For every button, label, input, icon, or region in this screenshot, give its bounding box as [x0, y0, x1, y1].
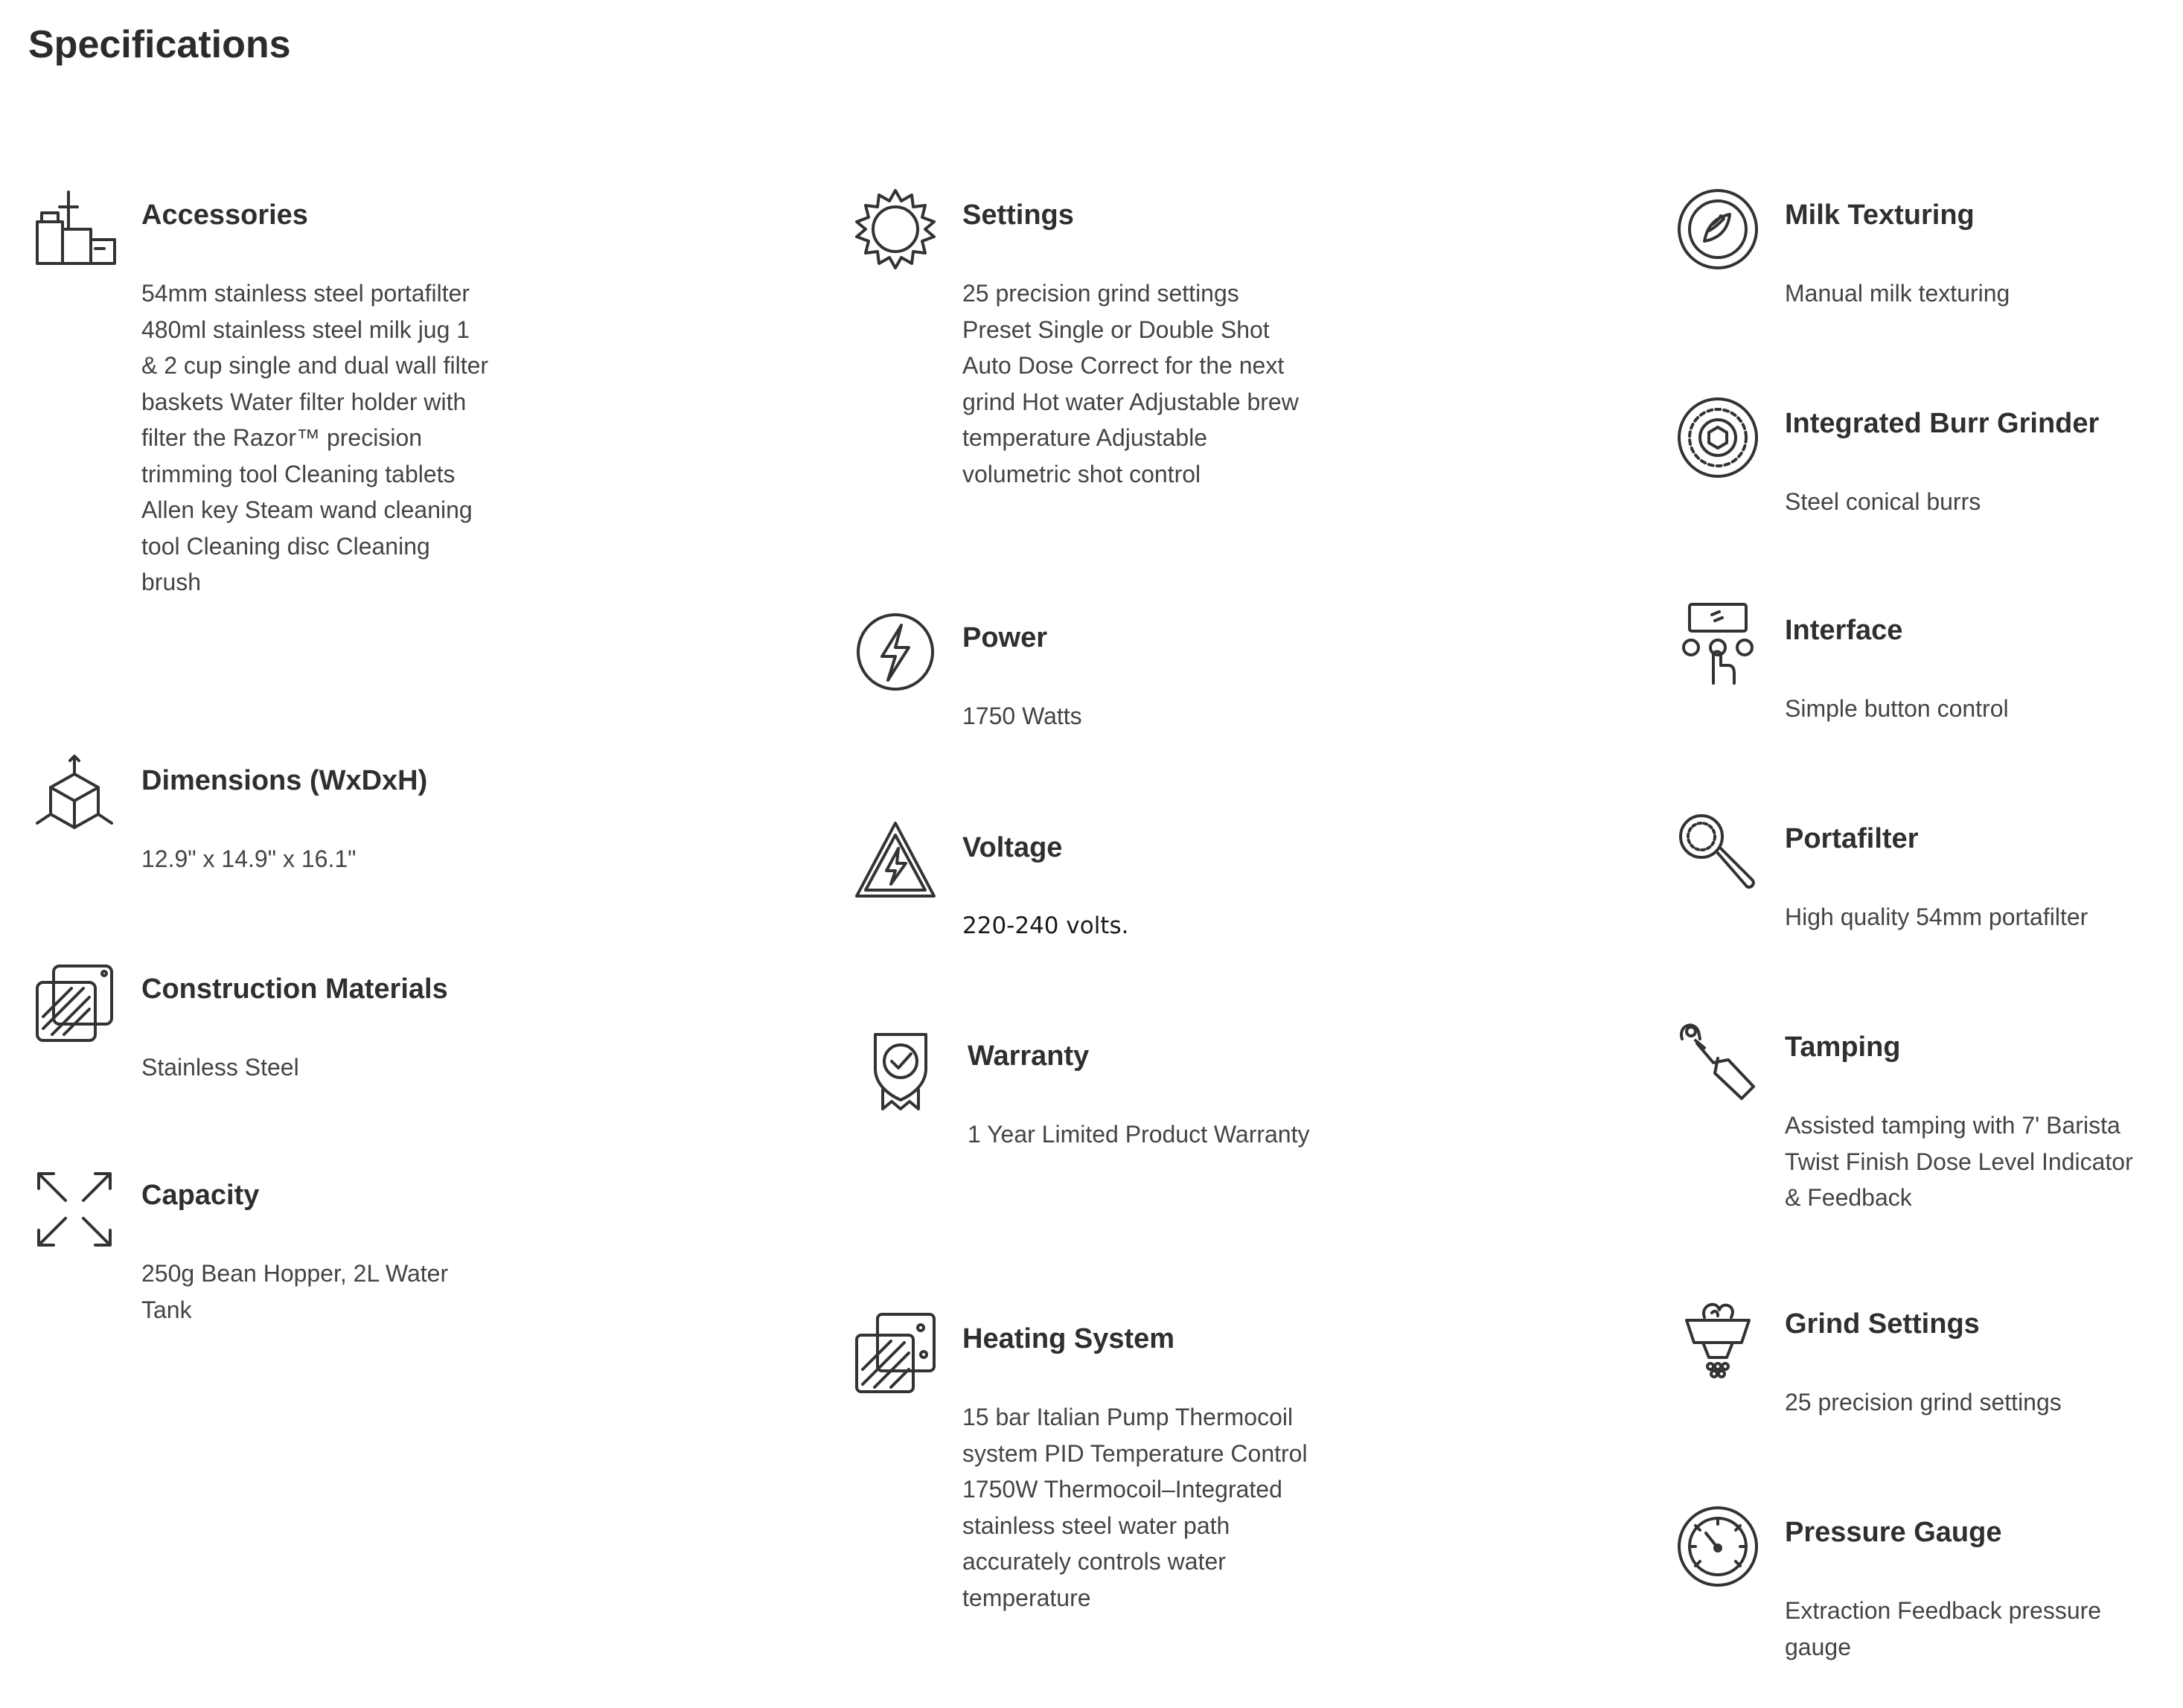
heating-system-icon [852, 1310, 939, 1396]
spec-description: 25 precision grind settings Preset Single or Double Shot Auto Dose Correct for the next grind Hot water Adjustable brew temperature Adjustable volumetric shot control [962, 280, 1299, 487]
spec-description: 25 precision grind settings [1785, 1389, 2062, 1416]
spec-description: 15 bar Italian Pump Thermocoil system PID Temperature Control 1750W Thermocoil–Integrated stainless steel water path accurately controls water temperature [962, 1404, 1308, 1611]
spec-description: Steel conical burrs [1785, 488, 1981, 515]
spec-description: 1 Year Limited Product Warranty [968, 1121, 1310, 1148]
spec-title: Grind Settings [1785, 1308, 1980, 1340]
power-bolt-icon [852, 609, 939, 695]
capacity-arrows-icon [31, 1166, 118, 1253]
dimensions-cube-icon [31, 752, 118, 838]
spec-description: 54mm stainless steel portafilter 480ml stainless steel milk jug 1 & 2 cup single and dual wall filter baskets Water filter holder with filter the Razor™ precision trimming tool Cleaning tablets Allen key Steam wand cleaning tool Cleaning disc Cleaning brush [141, 280, 489, 595]
burr-grinder-icon [1675, 394, 1761, 481]
spec-title: Capacity [141, 1180, 260, 1211]
spec-title: Integrated Burr Grinder [1785, 408, 2100, 439]
interface-buttons-icon [1675, 601, 1761, 688]
spec-title: Power [962, 622, 1048, 653]
spec-title: Tamping [1785, 1031, 1901, 1063]
spec-description: 220-240 volts. [962, 912, 1129, 939]
voltage-warning-icon [852, 819, 939, 905]
grind-settings-icon [1675, 1295, 1761, 1381]
spec-description: Assisted tamping with 7' Barista Twist Finish Dose Level Indicator & Feedback [1785, 1112, 2133, 1211]
spec-title: Dimensions (WxDxH) [141, 765, 428, 796]
accessories-icon [31, 186, 118, 272]
spec-description: 1750 Watts [962, 703, 1082, 729]
spec-title: Interface [1785, 615, 1903, 646]
spec-title: Pressure Gauge [1785, 1517, 2002, 1548]
settings-gear-icon [852, 186, 939, 272]
spec-description: Stainless Steel [141, 1054, 299, 1081]
pressure-gauge-icon [1675, 1503, 1761, 1590]
spec-description: High quality 54mm portafilter [1785, 903, 2088, 930]
portafilter-icon [1675, 810, 1761, 896]
page-title: Specifications [28, 23, 291, 66]
spec-description: 250g Bean Hopper, 2L Water Tank [141, 1260, 449, 1323]
milk-texturing-icon [1675, 186, 1761, 272]
spec-description: Extraction Feedback pressure gauge [1785, 1597, 2102, 1660]
construction-materials-icon [31, 960, 118, 1046]
tamper-icon [1675, 1018, 1761, 1104]
spec-title: Accessories [141, 199, 308, 231]
spec-title: Portafilter [1785, 823, 1919, 854]
spec-title: Milk Texturing [1785, 199, 1975, 231]
spec-title: Warranty [968, 1040, 1090, 1072]
warranty-shield-icon [857, 1027, 944, 1113]
spec-description: 12.9" x 14.9" x 16.1" [141, 845, 357, 872]
spec-description: Manual milk texturing [1785, 280, 2010, 307]
spec-title: Heating System [962, 1323, 1175, 1354]
spec-title: Voltage [962, 832, 1063, 863]
spec-description: Simple button control [1785, 695, 2009, 722]
spec-title: Construction Materials [141, 973, 448, 1005]
spec-title: Settings [962, 199, 1074, 231]
